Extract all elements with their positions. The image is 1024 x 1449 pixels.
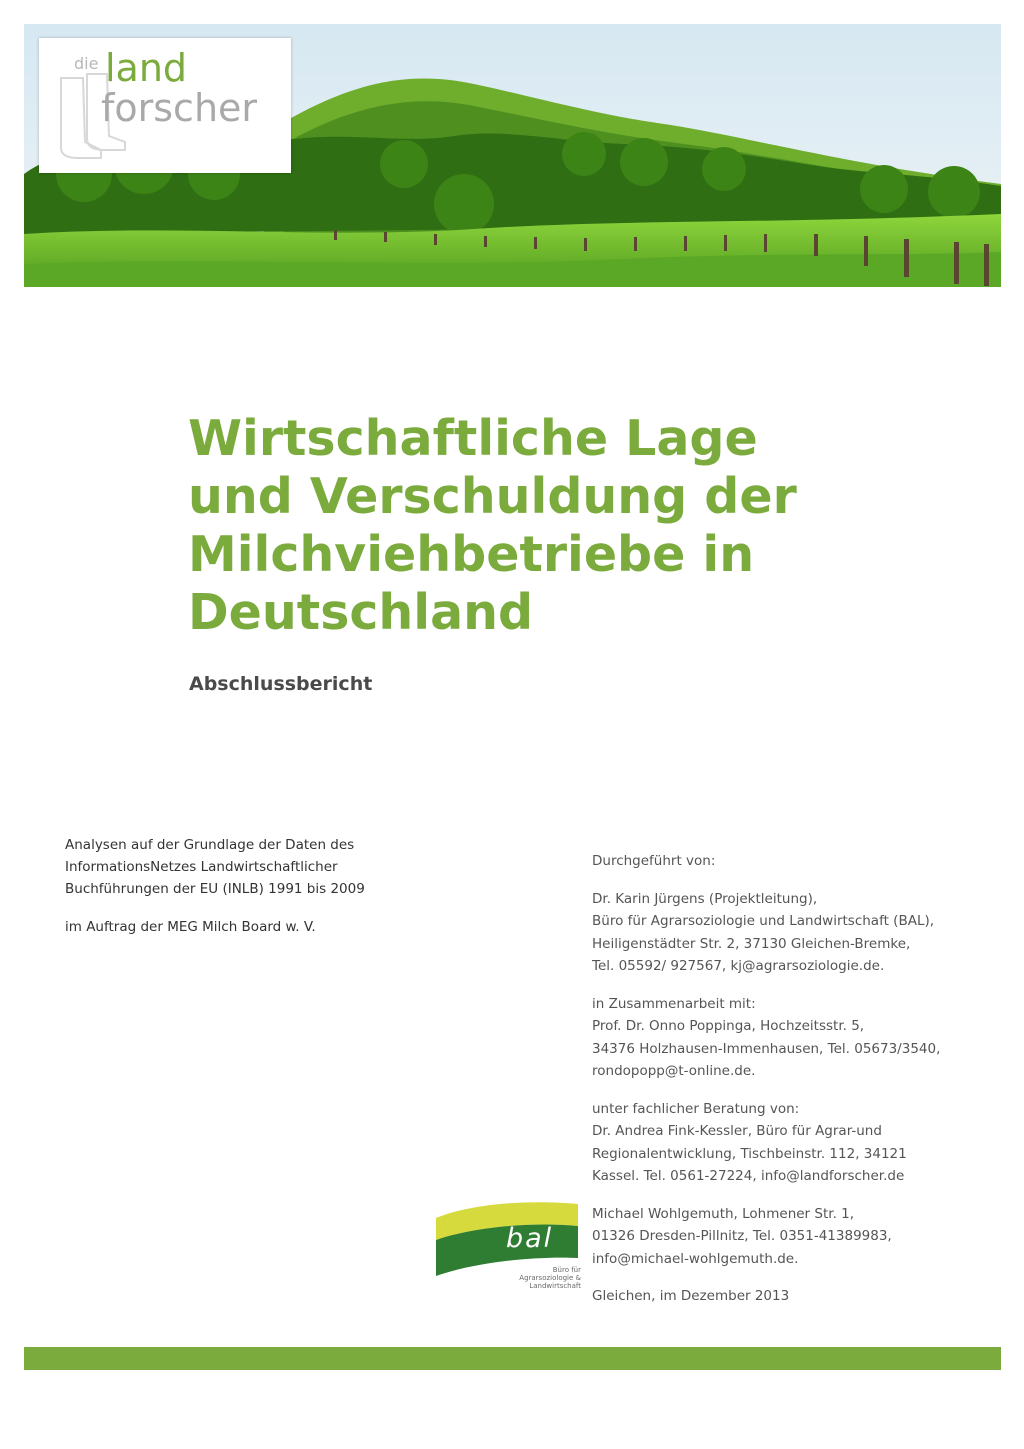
contributor-line: info@michael-wohlgemuth.de.: [592, 1250, 799, 1267]
bal-caption-line: Agrarsoziologie &: [519, 1274, 581, 1282]
contributor-line: Prof. Dr. Onno Poppinga, Hochzeitsstr. 5,: [592, 1018, 865, 1034]
title-line: und Verschuldung der: [188, 468, 797, 525]
contributor-block-wohlgemuth: [592, 1203, 982, 1271]
logo-text-land: land: [105, 46, 188, 90]
contributor-line: in Zusammenarbeit mit:: [592, 995, 756, 1012]
contributor-block-fink-kessler: [592, 1098, 982, 1188]
logo-text-forscher: forscher: [101, 86, 258, 130]
contributor-block-poppinga: [592, 993, 982, 1083]
contributor-line: rondopopp@t-online.de.: [592, 1063, 756, 1079]
bal-logo-caption: [481, 1266, 581, 1290]
place-date: Gleichen, im Dezember 2013: [592, 1288, 790, 1304]
contributor-line: 01326 Dresden-Pillnitz, Tel. 0351-41389983,: [592, 1228, 892, 1244]
document-title: [188, 410, 908, 642]
contributor-line: Regionalentwicklung, Tischbeinstr. 112, 34121: [592, 1145, 907, 1162]
description-line: InformationsNetzes Landwirtschaftlicher: [65, 859, 338, 875]
landforscher-logo: [39, 38, 291, 173]
contributor-block-juergens: [592, 888, 982, 978]
contributor-line: Dr. Andrea Fink-Kessler, Büro für Agrar-und: [592, 1123, 882, 1139]
bal-logo-word: bal: [506, 1223, 554, 1254]
description-line: Analysen auf der Grundlage der Daten des: [65, 837, 355, 853]
title-line: Deutschland: [188, 584, 534, 641]
contributor-line: Büro für Agrarsoziologie und Landwirtschaft (BAL),: [592, 913, 935, 929]
bal-logo: [436, 1200, 581, 1300]
commission-line: im Auftrag der MEG Milch Board w. V.: [65, 919, 316, 935]
bal-caption-line: Büro für: [552, 1266, 581, 1274]
document-subtitle: Abschlussbericht: [189, 673, 373, 695]
contributor-line: Tel. 05592/ 927567, kj@agrarsoziologie.de.: [592, 958, 885, 974]
contributor-line: 34376 Holzhausen-Immenhausen, Tel. 05673/3540,: [592, 1040, 941, 1057]
contributor-line: Michael Wohlgemuth, Lohmener Str. 1,: [592, 1205, 855, 1222]
bal-caption-line: Landwirtschaft: [529, 1282, 581, 1290]
contributor-line: Kassel. Tel. 0561-27224, info@landforscher.de: [592, 1168, 905, 1184]
contributor-line: Dr. Karin Jürgens (Projektleitung),: [592, 890, 818, 907]
contributor-line: unter fachlicher Beratung von:: [592, 1100, 800, 1117]
logo-text-die: die: [74, 54, 99, 73]
footer-bar: [24, 1347, 1001, 1370]
contributor-line: Heiligenstädter Str. 2, 37130 Gleichen-Bremke,: [592, 935, 911, 952]
analysis-description: [65, 834, 425, 938]
title-line: Wirtschaftliche Lage: [188, 410, 758, 467]
contributors-section: [592, 850, 982, 1308]
description-line: Buchführungen der EU (INLB) 1991 bis 2009: [65, 881, 365, 897]
contributors-intro: Durchgeführt von:: [592, 853, 716, 869]
title-line: Milchviehbetriebe in: [188, 526, 755, 583]
